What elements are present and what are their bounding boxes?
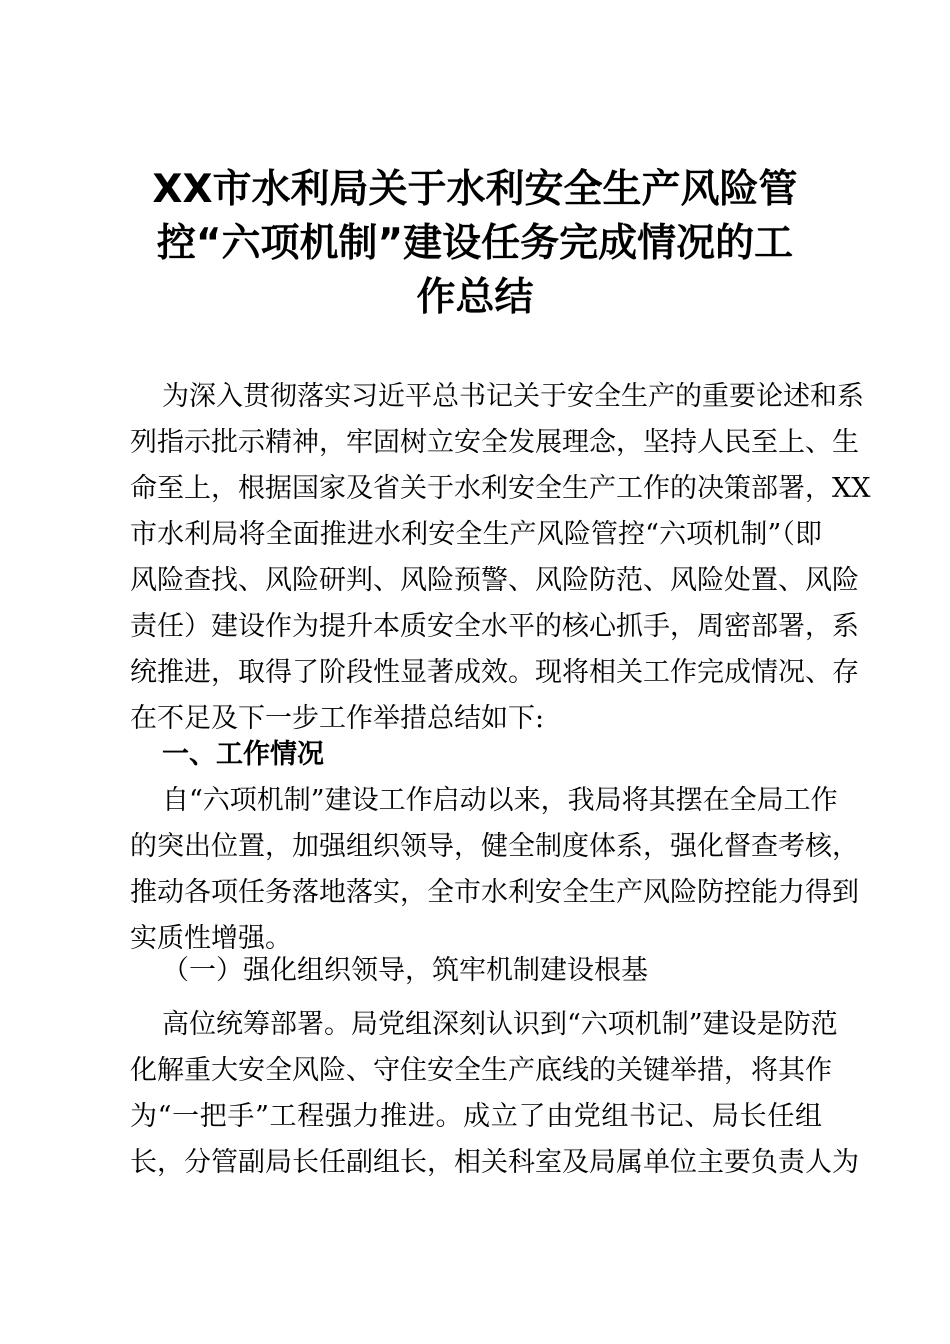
text-line: 高位统筹部署。局党组深刻认识到“六项机制”建设是防范 [162, 1009, 838, 1040]
subsection1-paragraph [130, 1002, 859, 1186]
title-line: 作总结 [416, 275, 534, 320]
text-line: 在不足及下一步工作举措总结如下: [130, 703, 545, 734]
text-line: 实质性增强。 [130, 923, 292, 954]
text-line: 为“一把手”工程强力推进。成立了由党组书记、局长任组 [130, 1101, 822, 1132]
text-line: 市水利局将全面推进水利安全生产风险管控“六项机制”（即 [130, 519, 822, 550]
section-heading [130, 732, 822, 778]
text-line: 的突出位置，加强组织领导，健全制度体系，强化督查考核， [130, 831, 859, 862]
section1-paragraph [130, 778, 859, 962]
text-line: 列指示批示精神，牢固树立安全发展理念，坚持人民至上、生 [130, 427, 859, 458]
heading-text: （一）强化组织领导，筑牢机制建设根基 [162, 955, 648, 986]
subsection-heading [130, 948, 822, 994]
text-line: 长，分管副局长任副组长，相关科室及局属单位主要负责人为 [130, 1147, 859, 1178]
intro-paragraph [130, 374, 871, 742]
text-line: 风险查找、风险研判、风险预警、风险防范、风险处置、风险 [130, 565, 859, 596]
text-line: 为深入贯彻落实习近平总书记关于安全生产的重要论述和系 [162, 381, 864, 412]
text-line: 推动各项任务落地落实，全市水利安全生产风险防控能力得到 [130, 877, 859, 908]
document-title [100, 163, 850, 325]
text-line: 化解重大安全风险、守住安全生产底线的关键举措，将其作 [130, 1055, 832, 1086]
text-line: 自“六项机制”建设工作启动以来，我局将其摆在全局工作 [162, 785, 838, 816]
title-line: XX市水利局关于水利安全生产风险管 [152, 167, 798, 212]
text-line: 责任）建设作为提升本质安全水平的核心抓手，周密部署，系 [130, 611, 859, 642]
text-line: 命至上，根据国家及省关于水利安全生产工作的决策部署，XX [130, 473, 871, 504]
title-line: 控“六项机制”建设任务完成情况的工 [156, 221, 794, 266]
heading-text: 一、工作情况 [162, 739, 324, 770]
text-line: 统推进，取得了阶段性显著成效。现将相关工作完成情况、存 [130, 657, 859, 688]
